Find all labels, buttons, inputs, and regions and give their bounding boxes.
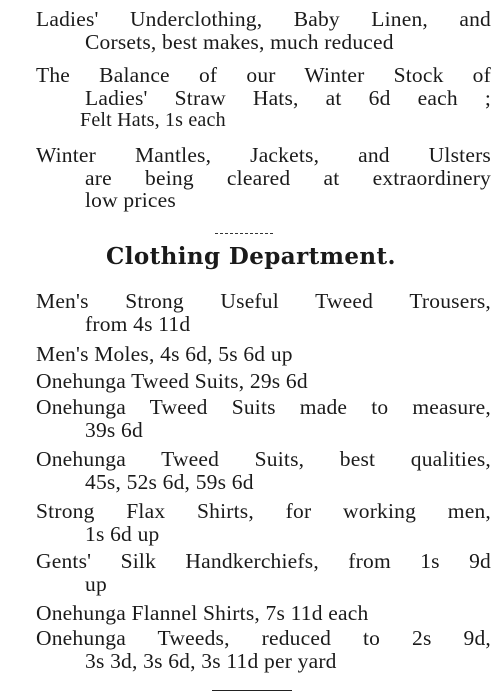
list-item-tweed-trousers (36, 290, 496, 335)
item-line: Ladies' Underclothing, Baby Linen, and (36, 7, 491, 31)
item-line: Onehunga Tweeds, reduced to 2s 9d, (36, 626, 491, 650)
section-divider (215, 233, 273, 234)
list-item-suits-best-qualities (36, 448, 496, 493)
item-line: 45s, 52s 6d, 59s 6d (85, 469, 254, 494)
list-item-winter-stock-hats (36, 64, 496, 132)
list-item-flax-shirts (36, 500, 496, 545)
item-line: Felt Hats, 1s each (80, 109, 226, 131)
item-line: The Balance of our Winter Stock of (36, 63, 491, 87)
item-line: 39s 6d (85, 417, 143, 442)
bottom-divider (212, 690, 292, 691)
list-item-flannel-shirts (36, 602, 496, 625)
item-line: Onehunga Tweed Suits made to measure, (36, 395, 491, 419)
item-line: Onehunga Tweed Suits, best qualities, (36, 447, 491, 471)
item-line: 3s 3d, 3s 6d, 3s 11d per yard (85, 648, 337, 673)
list-item-onehunga-tweeds (36, 627, 496, 672)
list-item-silk-handkerchiefs (36, 550, 496, 595)
item-line: Winter Mantles, Jackets, and Ulsters (36, 143, 491, 167)
item-line: Gents' Silk Handkerchiefs, from 1s 9d (36, 549, 491, 573)
list-item-tweed-suits (36, 370, 496, 393)
item-line: are being cleared at extraordinery (85, 165, 491, 190)
item-line: Strong Flax Shirts, for working men, (36, 499, 491, 523)
item-line: Men's Moles, 4s 6d, 5s 6d up (36, 342, 293, 366)
item-line: up (85, 571, 107, 596)
item-line: Men's Strong Useful Tweed Trousers, (36, 289, 491, 313)
item-line: 1s 6d up (85, 521, 160, 546)
section-heading: Clothing Department. (106, 243, 396, 270)
item-line: Corsets, best makes, much reduced (85, 29, 394, 54)
item-line: Onehunga Tweed Suits, 29s 6d (36, 369, 308, 393)
list-item-ladies-underclothing (36, 8, 496, 53)
item-line: Ladies' Straw Hats, at 6d each ; (85, 85, 491, 110)
list-item-suits-made-to-measure (36, 396, 496, 441)
list-item-winter-mantles (36, 144, 496, 212)
item-line: Onehunga Flannel Shirts, 7s 11d each (36, 601, 369, 625)
item-line: low prices (85, 188, 176, 212)
item-line: from 4s 11d (85, 311, 191, 336)
list-item-mens-moles (36, 343, 496, 366)
